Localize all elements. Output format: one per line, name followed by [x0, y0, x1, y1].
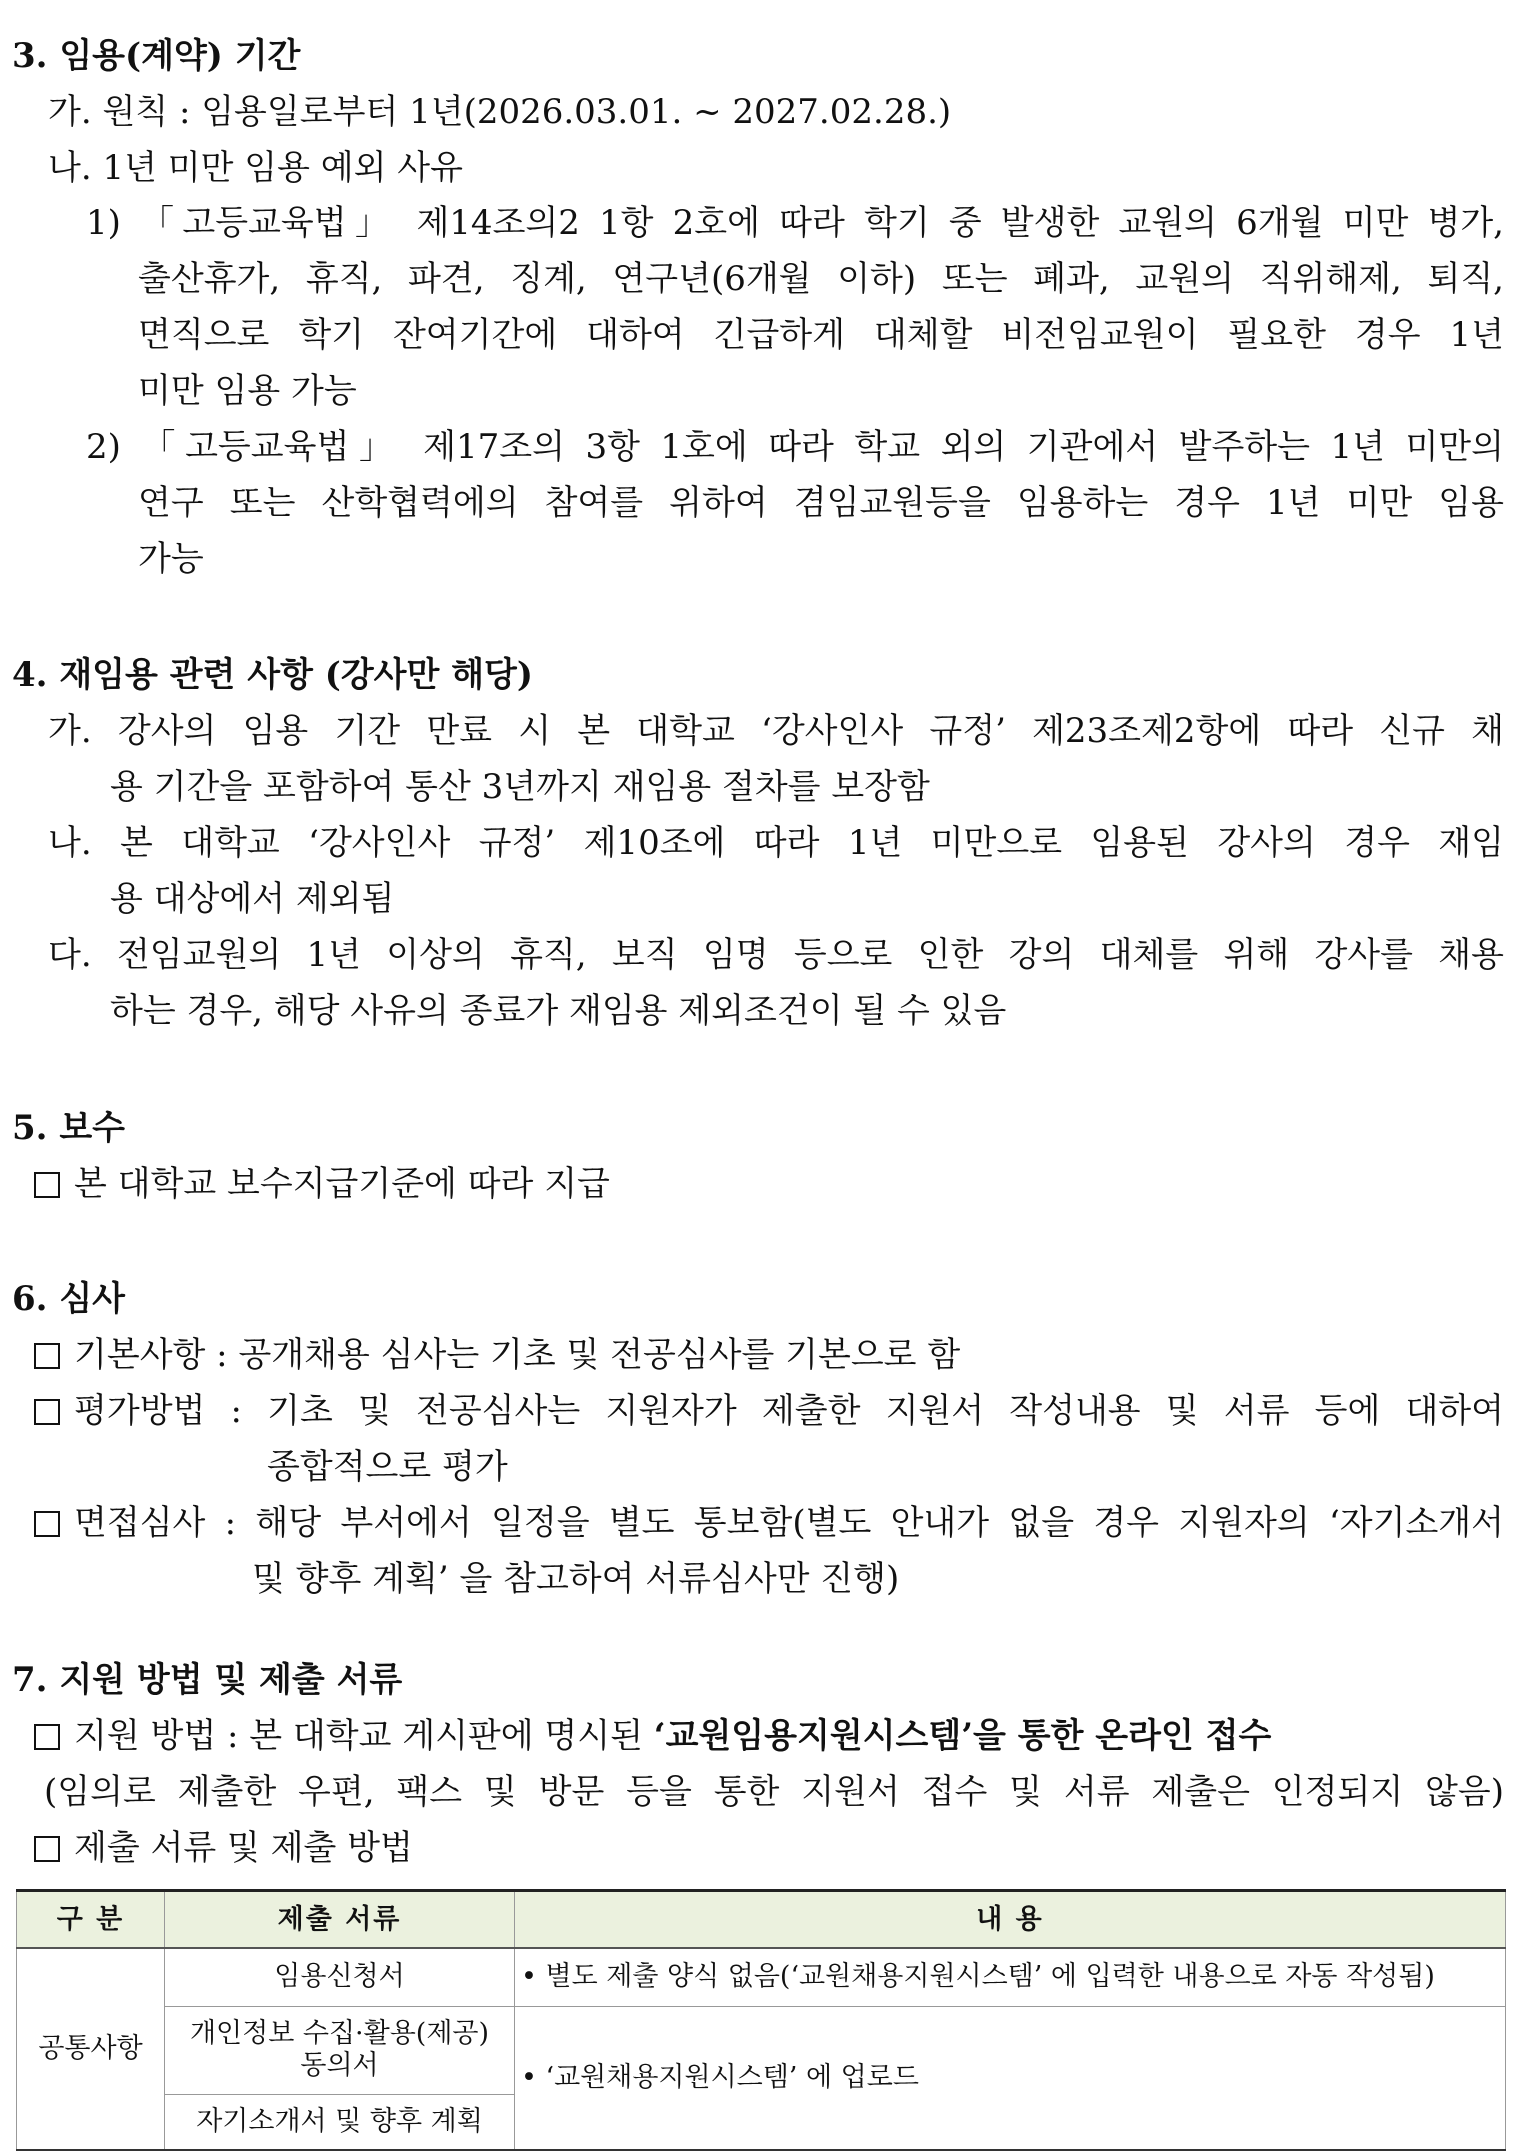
sec7-note: (임의로 제출한 우편, 팩스 및 방문 등을 통한 지원서 접수 및 서류 제출은 인정되지 않음)	[44, 1772, 1504, 1812]
sec4-item-b-line1: 나. 본 대학교 ‘강사인사 규정’ 제10조에 따라 1년 미만으로 임용된 강사의 경우 재임	[48, 823, 1504, 863]
sec5-item	[34, 1164, 610, 1204]
sec7-item-method-prefix: 지원 방법 : 본 대학교 게시판에 명시된	[74, 1716, 654, 1756]
sec7-item-docs-text: 제출 서류 및 제출 방법	[74, 1828, 413, 1868]
submission-documents-table	[16, 1889, 1506, 2151]
sec4-item-c-line2: 하는 경우, 해당 사유의 종료가 재임용 제외조건이 될 수 있음	[110, 991, 1007, 1031]
checkbox-square-icon	[34, 1836, 60, 1862]
sec3-item-a: 가. 원칙 : 임용일로부터 1년(2026.03.01. ~ 2027.02.28.)	[48, 92, 952, 132]
sec6-item-eval-text: 평가방법 : 기초 및 전공심사는 지원자가 제출한 지원서 작성내용 및 서류 등에 대하여	[74, 1391, 1504, 1431]
sec5-item-text: 본 대학교 보수지급기준에 따라 지급	[74, 1164, 610, 1204]
doc-self-intro: 자기소개서 및 향후 계획	[165, 2094, 515, 2150]
section-6-title: 6. 심사	[12, 1279, 126, 1319]
sec6-item-interview	[34, 1503, 1504, 1543]
doc-privacy-consent	[165, 2006, 515, 2094]
sec4-item-c-line1: 다. 전임교원의 1년 이상의 휴직, 보직 임명 등으로 인한 강의 대체를 위해 강사를 채용	[48, 935, 1504, 975]
sec7-item-docs	[34, 1828, 413, 1868]
sec3-item-b: 나. 1년 미만 임용 예외 사유	[48, 148, 463, 188]
content-upload: • ‘교원채용지원시스템’ 에 업로드	[515, 2006, 1506, 2150]
section-5-title: 5. 보수	[12, 1108, 126, 1148]
sec3-b1-line2: 출산휴가, 휴직, 파견, 징계, 연구년(6개월 이하) 또는 폐과, 교원의 직위해제, 퇴직,	[138, 259, 1504, 299]
sec3-b1-line4: 미만 임용 가능	[138, 371, 357, 411]
checkbox-square-icon	[34, 1172, 60, 1198]
sec3-b1-line1: 1) 「고등교육법」 제14조의2 1항 2호에 따라 학기 중 발생한 교원의 6개월 미만 병가,	[86, 203, 1504, 243]
doc-privacy-consent-line2: 동의서	[300, 2050, 379, 2081]
doc-application-form: 임용신청서	[165, 1948, 515, 2006]
sec3-b2-line2: 연구 또는 산학협력에의 참여를 위하여 겸임교원등을 임용하는 경우 1년 미만 임용	[138, 483, 1504, 523]
content-application-form: • 별도 제출 양식 없음(‘교원채용지원시스템’ 에 입력한 내용으로 자동 작성됨)	[515, 1948, 1506, 2006]
sec3-b2-line1: 2) 「고등교육법」 제17조의 3항 1호에 따라 학교 외의 기관에서 발주하는 1년 미만의	[86, 427, 1504, 467]
section-4-title: 4. 재임용 관련 사항 (강사만 해당)	[12, 655, 533, 695]
sec6-item-eval-line2: 종합적으로 평가	[267, 1447, 508, 1487]
checkbox-square-icon	[34, 1343, 60, 1369]
sec6-item-interview-text: 면접심사 : 해당 부서에서 일정을 별도 통보함(별도 안내가 없을 경우 지원자의 ‘자기소개서	[74, 1503, 1504, 1543]
sec3-b2-line3: 가능	[138, 539, 204, 579]
header-documents: 제출 서류	[165, 1891, 515, 1949]
sec6-item-basic	[34, 1335, 960, 1375]
sec4-item-b-line2: 용 대상에서 제외됨	[110, 879, 395, 919]
sec3-b1-line3: 면직으로 학기 잔여기간에 대하여 긴급하게 대체할 비전임교원이 필요한 경우 1년	[138, 315, 1504, 355]
doc-privacy-consent-line1: 개인정보 수집·활용(제공)	[189, 2018, 490, 2049]
checkbox-square-icon	[34, 1399, 60, 1425]
sec7-item-method	[34, 1716, 1271, 1756]
header-content: 내 용	[515, 1891, 1506, 1949]
section-3-title: 3. 임용(계약) 기간	[12, 36, 301, 76]
checkbox-square-icon	[34, 1511, 60, 1537]
checkbox-square-icon	[34, 1724, 60, 1750]
header-category: 구 분	[17, 1891, 165, 1949]
sec6-item-basic-text: 기본사항 : 공개채용 심사는 기초 및 전공심사를 기본으로 함	[74, 1335, 961, 1375]
section-7-title: 7. 지원 방법 및 제출 서류	[12, 1660, 403, 1700]
table-row	[17, 1948, 1506, 2006]
sec4-item-a-line2: 용 기간을 포함하여 통산 3년까지 재임용 절차를 보장함	[110, 767, 930, 807]
sec7-item-method-emphasis: ‘교원임용지원시스템’을 통한 온라인 접수	[653, 1716, 1272, 1756]
table-row	[17, 2006, 1506, 2094]
sec6-item-interview-line2: 및 향후 계획’ 을 참고하여 서류심사만 진행)	[252, 1559, 900, 1599]
table-header-row	[17, 1891, 1506, 1949]
sec6-item-eval	[34, 1391, 1504, 1431]
group-common: 공통사항	[17, 1948, 165, 2150]
sec4-item-a-line1: 가. 강사의 임용 기간 만료 시 본 대학교 ‘강사인사 규정’ 제23조제2항에 따라 신규 채	[48, 711, 1504, 751]
